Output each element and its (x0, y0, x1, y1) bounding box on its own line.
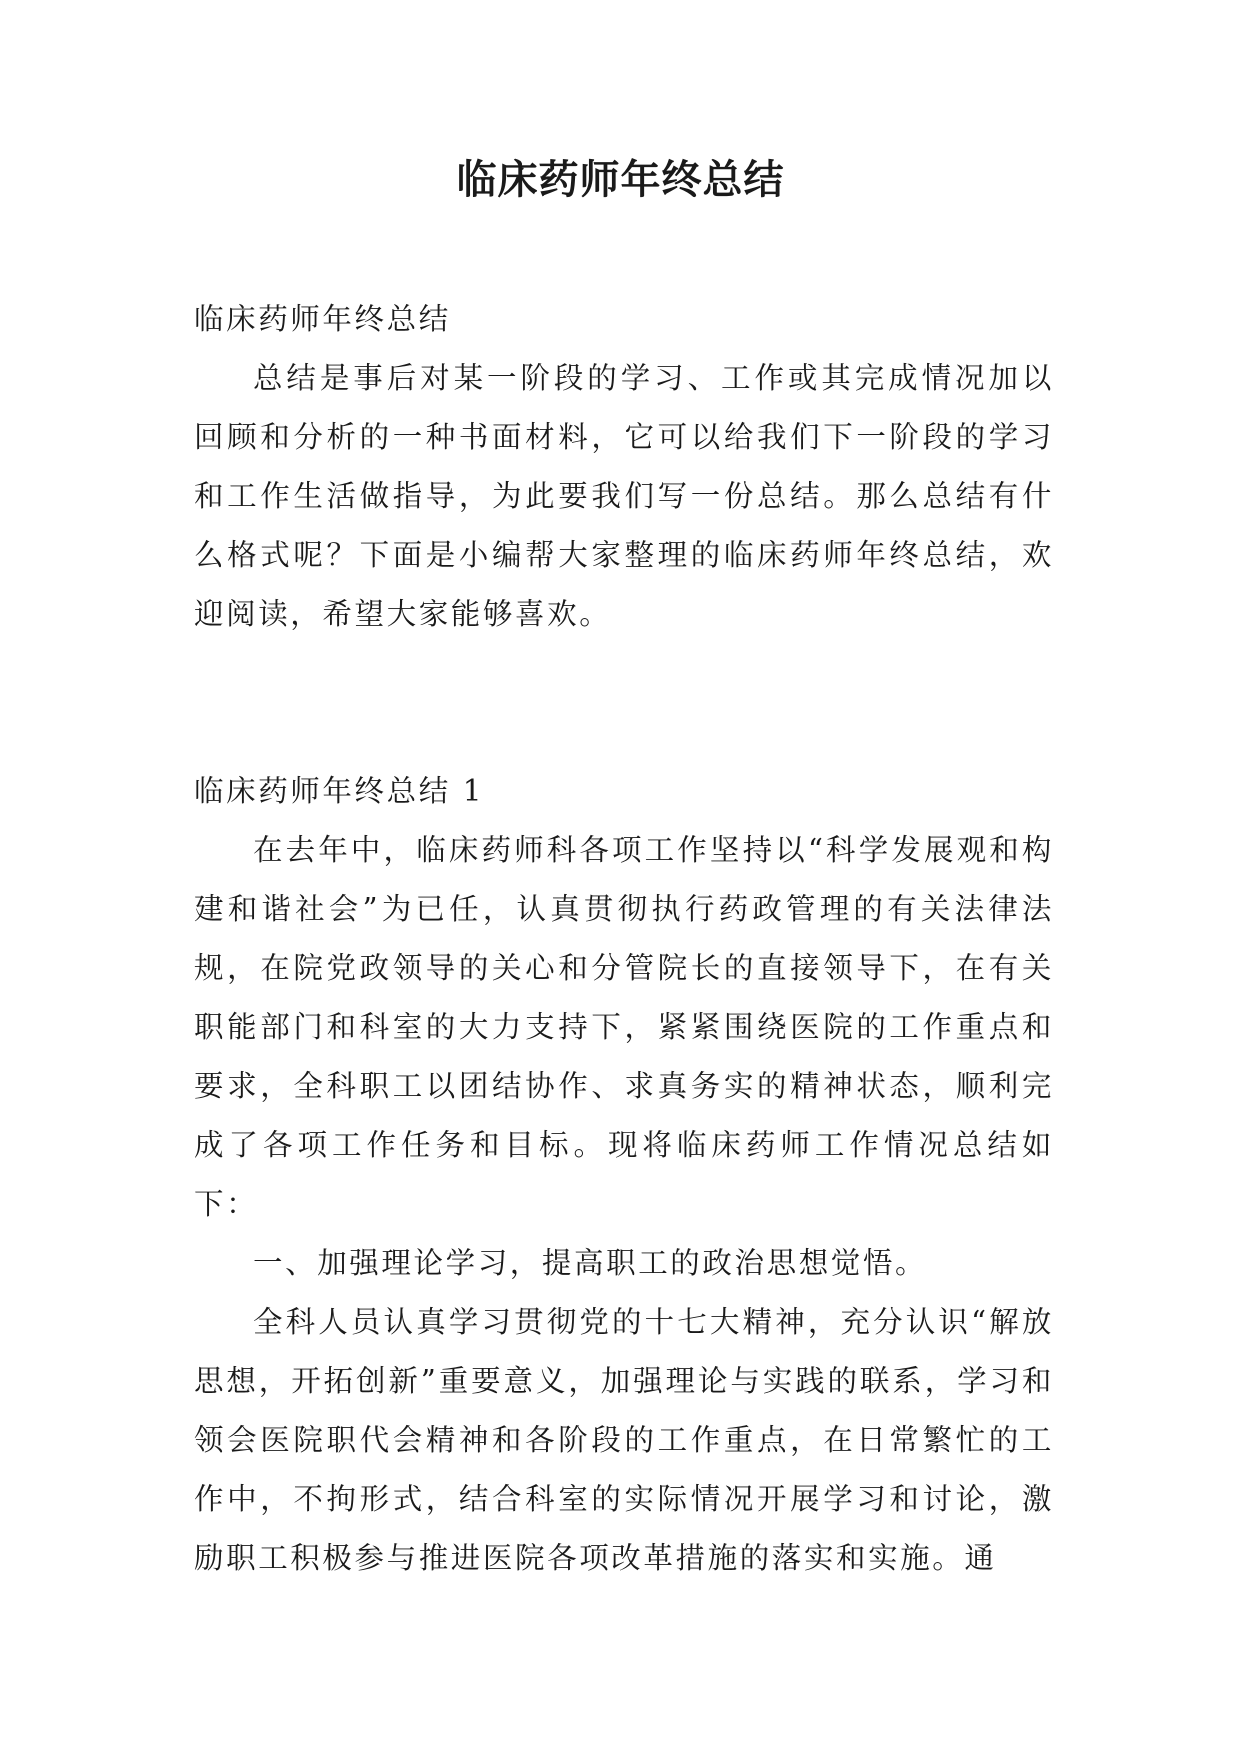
section-paragraph-1: 在去年中，临床药师科各项工作坚持以“科学发展观和构建和谐社会”为已任，认真贯彻执行药政管理的有关法律法规，在院党政领导的关心和分管院长的直接领导下，在有关职能部门和科室的大力支持下，紧紧围绕医院的工作重点和要求，全科职工以团结协作、求真务实的精神状态，顺利完成了各项工作任务和目标。现将临床药师工作情况总结如下： (194, 833, 1054, 1221)
section-spacer (194, 644, 1054, 762)
subsection-heading-1: 一、加强理论学习，提高职工的政治思想觉悟。 (253, 1246, 928, 1280)
document-title: 临床药师年终总结 (456, 157, 785, 203)
section-paragraph-2: 全科人员认真学习贯彻党的十七大精神，充分认识“解放思想，开拓创新”重要意义，加强理论与实践的联系，学习和领会医院职代会精神和各阶段的工作重点，在日常繁忙的工作中，不拘形式，结合科室的实际情况开展学习和讨论，激励职工积极参与推进医院各项改革措施的落实和实施。通 (194, 1305, 1054, 1575)
intro-paragraph: 总结是事后对某一阶段的学习、工作或其完成情况加以回顾和分析的一种书面材料，它可以给我们下一阶段的学习和工作生活做指导，为此要我们写一份总结。那么总结有什么格式呢？下面是小编帮大家整理的临床药师年终总结，欢迎阅读，希望大家能够喜欢。 (194, 361, 1054, 631)
subtitle-heading: 临床药师年终总结 (194, 302, 451, 336)
section-heading-1: 临床药师年终总结 1 (194, 774, 485, 808)
document-body (194, 290, 1054, 1588)
